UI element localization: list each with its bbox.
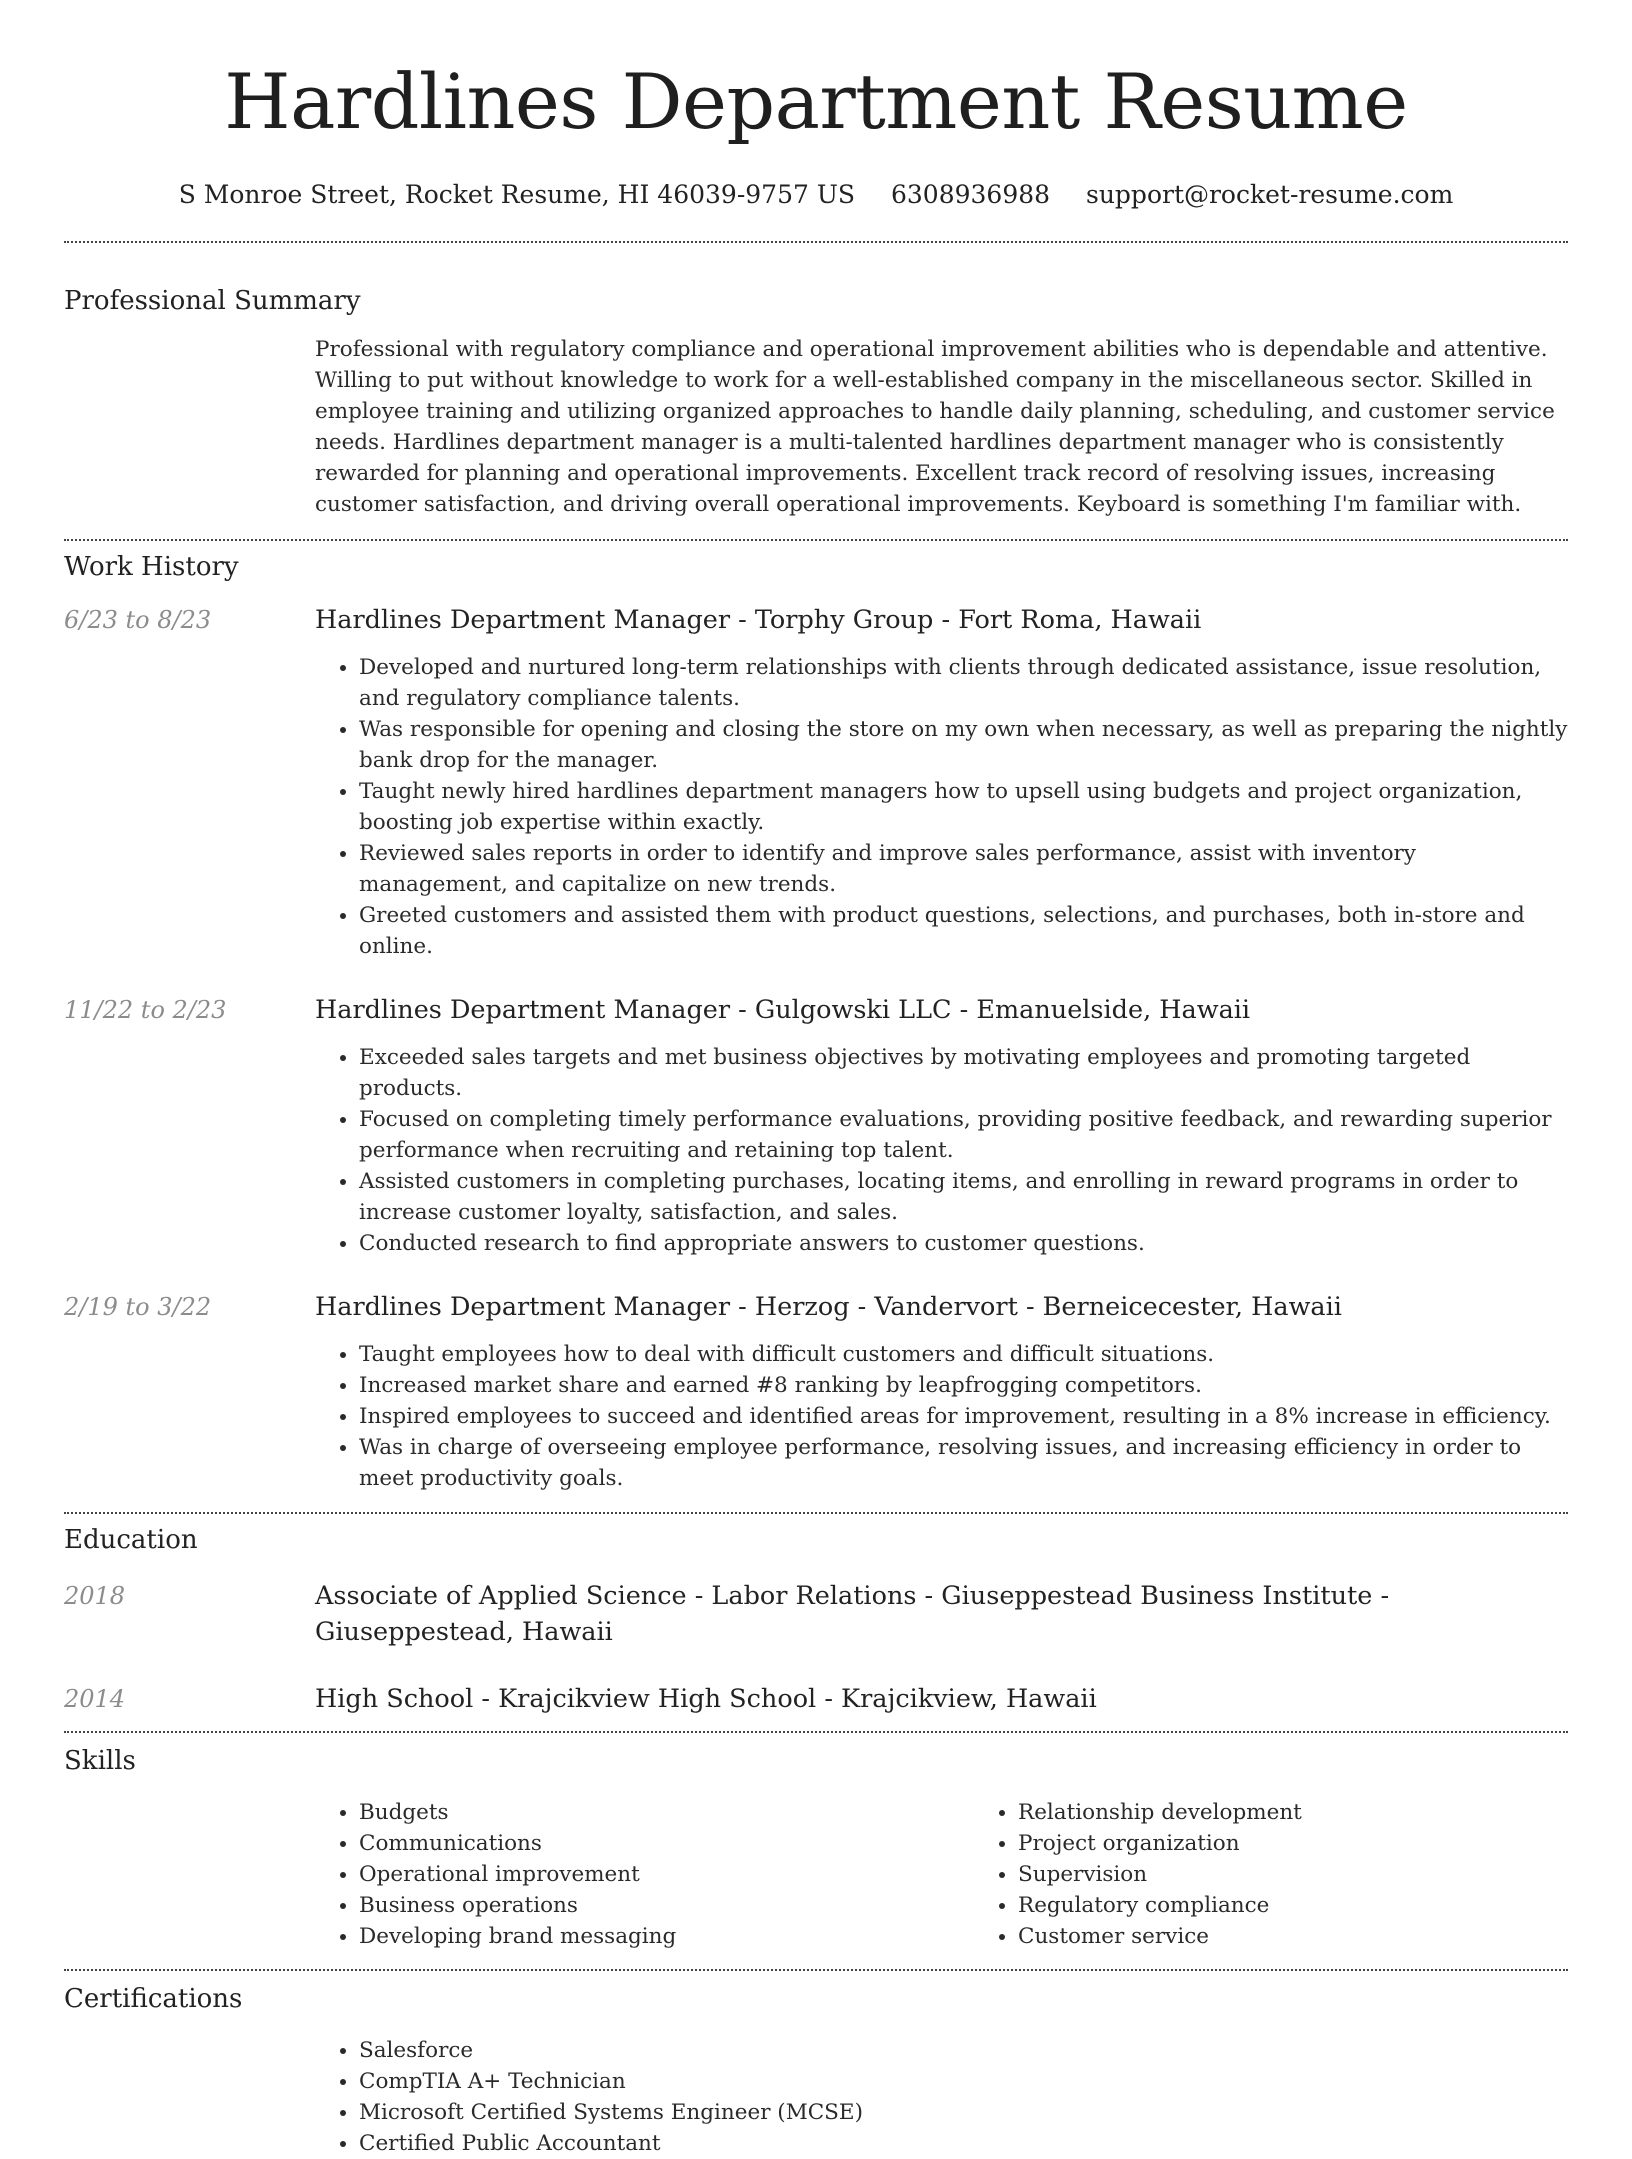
job-title: Hardlines Department Manager - Torphy Group - Fort Roma, Hawaii [315, 605, 1202, 635]
job-bullet: • Reviewed sales reports in order to identify and improve sales performance, assist with inventory management, and capitalize on new trends. [359, 838, 1568, 900]
education-heading: Education [64, 1525, 198, 1555]
certification-item: • Microsoft Certified Systems Engineer (MCSE) [359, 2097, 1568, 2128]
skill-item: • Supervision [1018, 1859, 1632, 1890]
job-bullet: • Inspired employees to succeed and identified areas for improvement, resulting in a 8% increase in efficiency. [359, 1401, 1568, 1432]
job-bullet: • Exceeded sales targets and met business objectives by motivating employees and promoting targeted products. [359, 1042, 1568, 1104]
education-title: High School - Krajcikview High School - Krajcikview, Hawaii [315, 1684, 1097, 1714]
summary-text: Professional with regulatory compliance and operational improvement abilities who is dependable and attentive. Willing to put without knowledge to work for a well-established company in the miscellaneous sector. Skilled in employee training and utilizing organized approaches to handle daily planning, scheduling, and customer service needs. Hardlines department manager is a multi-talented hardlines department manager who is consistently rewarded for planning and operational improvements. Excellent track record of resolving issues, increasing customer satisfaction, and driving overall operational improvements. Keyboard is something I'm familiar with. [315, 337, 1555, 517]
skills-row [64, 1797, 1568, 1952]
skills-divider [64, 1969, 1568, 1971]
skills-list-left [315, 1797, 974, 1952]
job-entry [64, 995, 1568, 1259]
job-bullet: • Greeted customers and assisted them with product questions, selections, and purchases, both in-store and online. [359, 900, 1568, 962]
job-bullet: • Taught employees how to deal with difficult customers and difficult situations. [359, 1339, 1568, 1370]
education-year: 2014 [64, 1685, 126, 1713]
job-bullets [315, 652, 1568, 962]
job-bullet: • Was responsible for opening and closing the store on my own when necessary, as well as preparing the nightly bank drop for the manager. [359, 714, 1568, 776]
job-title: Hardlines Department Manager - Gulgowski LLC - Emanuelside, Hawaii [315, 995, 1251, 1025]
job-bullet: • Taught newly hired hardlines department managers how to upsell using budgets and project organization, boosting job expertise within exactly. [359, 776, 1568, 838]
job-bullet: • Focused on completing timely performance evaluations, providing positive feedback, and rewarding superior performance when recruiting and retaining top talent. [359, 1104, 1568, 1166]
skill-item: • Business operations [359, 1890, 974, 1921]
certifications-row [64, 2035, 1568, 2159]
education-entry [64, 1578, 1568, 1650]
skill-item: • Project organization [1018, 1828, 1632, 1859]
education-year: 2018 [64, 1582, 126, 1610]
skill-item: • Customer service [1018, 1921, 1632, 1952]
education-title: Associate of Applied Science - Labor Relations - Giuseppestead Business Institute - Giuseppestead, Hawaii [315, 1581, 1390, 1647]
work-heading: Work History [64, 552, 239, 582]
job-bullet: • Assisted customers in completing purchases, locating items, and enrolling in reward programs in order to increase customer loyalty, satisfaction, and sales. [359, 1166, 1568, 1228]
job-entry [64, 1292, 1568, 1494]
certification-item: • Salesforce [359, 2035, 1568, 2066]
skill-item: • Budgets [359, 1797, 974, 1828]
job-bullets [315, 1339, 1568, 1494]
job-bullet: • Conducted research to find appropriate answers to customer questions. [359, 1228, 1568, 1259]
certifications-list [315, 2035, 1568, 2159]
job-bullet: • Was in charge of overseeing employee performance, resolving issues, and increasing efficiency in order to meet productivity goals. [359, 1432, 1568, 1494]
skill-item: • Relationship development [1018, 1797, 1632, 1828]
summary-row [64, 334, 1568, 520]
skill-item: • Operational improvement [359, 1859, 974, 1890]
job-bullet: • Developed and nurtured long-term relationships with clients through dedicated assistance, issue resolution, and regulatory compliance talents. [359, 652, 1568, 714]
job-dates: 2/19 to 3/22 [64, 1293, 212, 1321]
header-divider [64, 241, 1568, 243]
contact-line [64, 178, 1568, 212]
certifications-heading: Certifications [64, 1984, 243, 2014]
contact-address: S Monroe Street, Rocket Resume, HI 46039-9757 US [178, 180, 856, 209]
summary-heading: Professional Summary [64, 286, 361, 316]
summary-spacer [64, 334, 315, 520]
job-dates: 11/22 to 2/23 [64, 996, 227, 1024]
certifications-spacer [64, 2035, 315, 2159]
job-entry [64, 605, 1568, 962]
skills-list-right [974, 1797, 1632, 1952]
contact-phone: 6308936988 [890, 180, 1051, 209]
skill-item: • Developing brand messaging [359, 1921, 974, 1952]
job-bullet: • Increased market share and earned #8 ranking by leapfrogging competitors. [359, 1370, 1568, 1401]
education-divider [64, 1731, 1568, 1733]
job-title: Hardlines Department Manager - Herzog - Vandervort - Berneicecester, Hawaii [315, 1292, 1342, 1322]
contact-email: support@rocket-resume.com [1086, 180, 1454, 209]
skill-item: • Communications [359, 1828, 974, 1859]
skills-heading: Skills [64, 1746, 136, 1776]
skills-spacer [64, 1797, 315, 1952]
work-divider [64, 1512, 1568, 1514]
job-dates: 6/23 to 8/23 [64, 606, 212, 634]
summary-divider [64, 539, 1568, 541]
resume-title: Hardlines Department Resume [224, 57, 1408, 146]
job-bullets [315, 1042, 1568, 1259]
certification-item: • Certified Public Accountant [359, 2128, 1568, 2159]
skill-item: • Regulatory compliance [1018, 1890, 1632, 1921]
education-entry [64, 1681, 1568, 1717]
certification-item: • CompTIA A+ Technician [359, 2066, 1568, 2097]
